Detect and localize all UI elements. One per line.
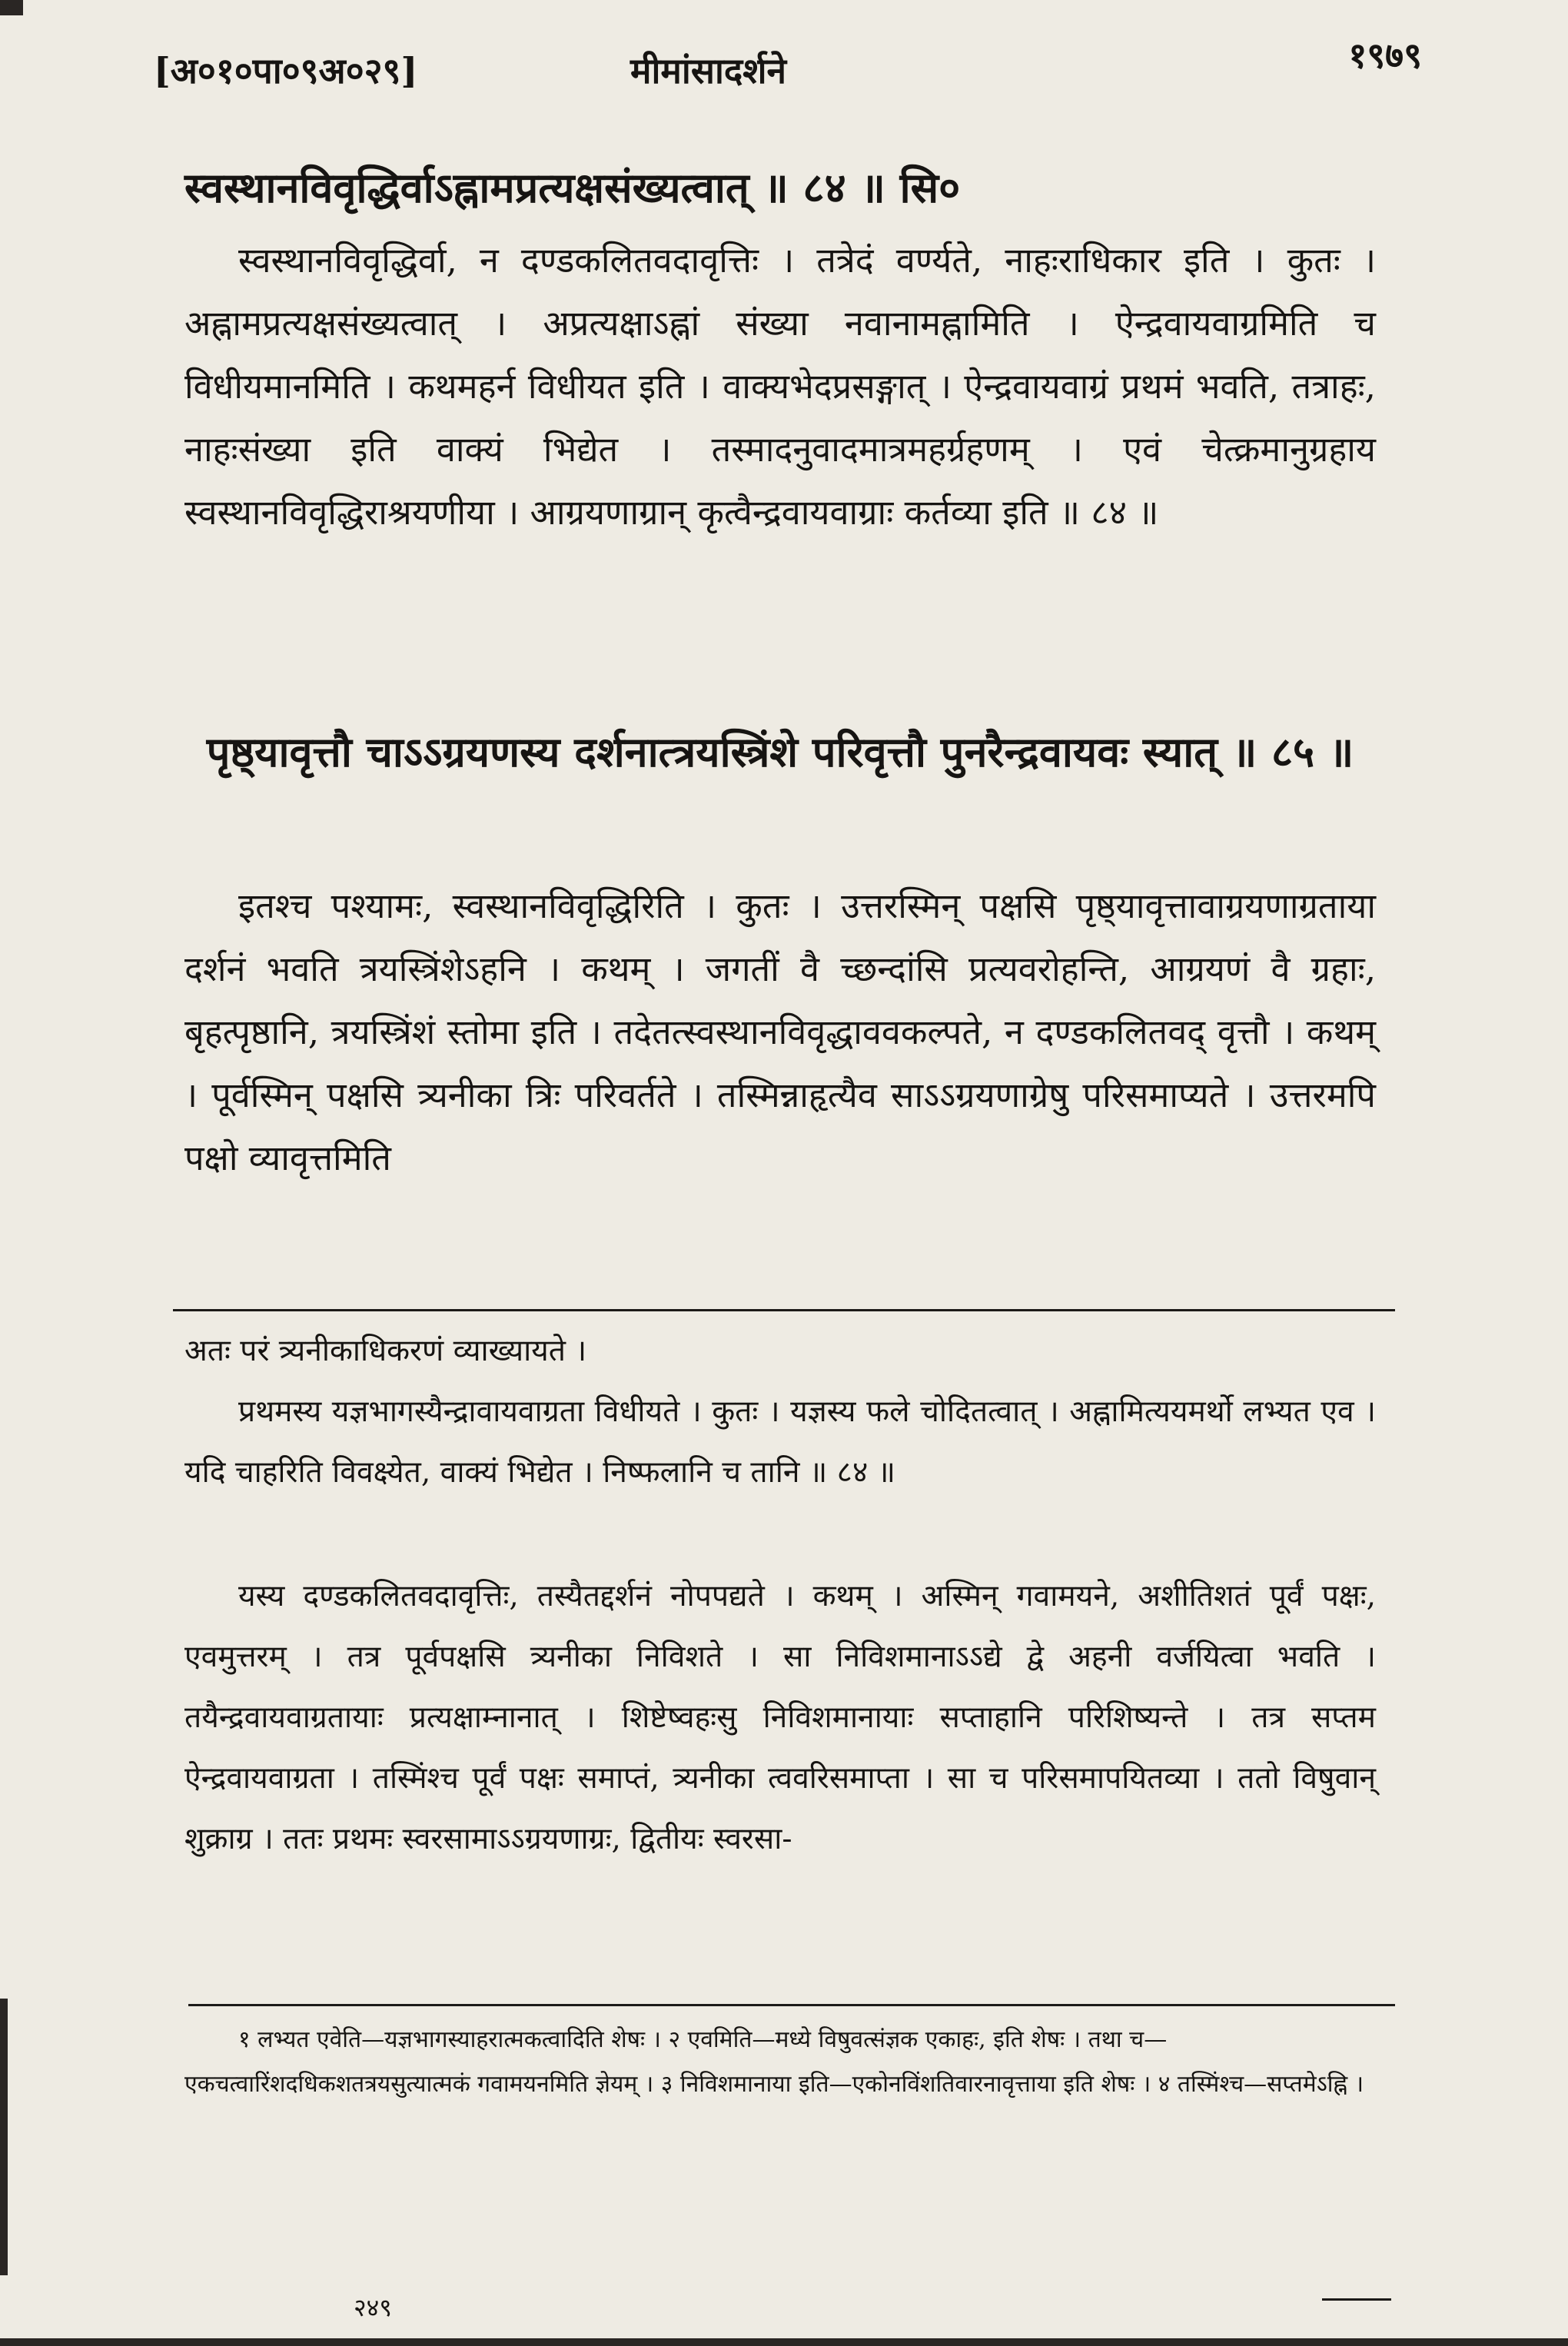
running-title: मीमांसादर्शने: [630, 50, 787, 91]
footnotes: १ लभ्यत एवेति—यज्ञभागस्याहरात्मकत्वादिति शेषः । २ एवमिति—मध्ये विषुवत्संज्ञक एकाहः, इति शेषः । तथा च—एकचत्वारिंशदधिकशतत्रयसुत्यात्मकं गवामयनमिति ज्ञेयम् । ३ निविशमानाया इति—एकोनविंशतिवारनावृत्ताया इति शेषः । ४ तस्मिंश्च—सप्तमेऽह्नि ।: [184, 2026, 1364, 2098]
commentary-heading: अतः परं त्र्यनीकाधिकरणं व्याख्यायते ।: [184, 1334, 587, 1368]
divider-rule: [173, 1309, 1395, 1311]
page-number: १९७९: [1348, 35, 1422, 76]
scan-edge-top: [0, 0, 23, 15]
scan-edge-left: [0, 1999, 8, 2275]
chapter-reference: [अ०१०पा०९अ०२९]: [154, 50, 418, 91]
sutra-84: स्वस्थानविवृद्धिर्वाऽह्नामप्रत्यक्षसंख्यत्वात् ॥ ८४ ॥ सि०: [184, 163, 961, 212]
footer-dash: [1322, 2298, 1391, 2301]
bhashya-85: इतश्च पश्यामः, स्वस्थानविवृद्धिरिति । कुतः । उत्तरस्मिन् पक्षसि पृष्ठ्यावृत्तावाग्रयणाग्रताया दर्शनं भवति त्रयस्त्रिंशेऽहनि । कथम् । जगतीं वै च्छन्दांसि प्रत्यवरोहन्ति, आग्रयणं वै ग्रहाः, बृहत्पृष्ठानि, त्रयस्त्रिंशं स्तोमा इति । तदेतत्स्वस्थानविवृद्धाववकल्पते, न दण्डकलितवद् वृत्तौ । कथम् । पूर्वस्मिन् पक्षसि त्र्यनीका त्रिः परिवर्तते । तस्मिन्नाहृत्यैव साऽऽग्रयणाग्रेषु परिसमाप्यते । उत्तरमपि पक्षो व्यावृत्तमिति: [184, 886, 1376, 1178]
commentary-84: प्रथमस्य यज्ञभागस्यैन्द्रावायवाग्रता विधीयते । कुतः । यज्ञस्य फले चोदितत्वात् । अह्नामित्ययमर्थो लभ्यत एव । यदि चाहरिति विवक्ष्येत, वाक्यं भिद्येत । निष्फलानि च तानि ॥ ८४ ॥: [184, 1394, 1376, 1490]
footer-page-number: २४९: [354, 2293, 392, 2322]
scan-edge-bottom: [0, 2338, 1568, 2346]
sutra-85: पृष्ठ्यावृत्तौ चाऽऽग्रयणस्य दर्शनात्त्रयस्त्रिंशे परिवृत्तौ पुनरैन्द्रवायवः स्यात् ॥ ८५ ॥: [206, 727, 1354, 776]
bhashya-84: स्वस्थानविवृद्धिर्वा, न दण्डकलितवदावृत्तिः । तत्रेदं वर्ण्यते, नाहःराधिकार इति । कुतः । अह्नामप्रत्यक्षसंख्यत्वात् । अप्रत्यक्षाऽह्नां संख्या नवानामह्नामिति । ऐन्द्रवायवाग्रमिति च विधीयमानमिति । कथमहर्न विधीयत इति । वाक्यभेदप्रसङ्गात् । ऐन्द्रवायवाग्रं प्रथमं भवति, तत्राहः, नाहःसंख्या इति वाक्यं भिद्येत । तस्मादनुवादमात्रमहर्ग्रहणम् । एवं चेत्क्रमानुग्रहाय स्वस्थानविवृद्धिराश्रयणीया । आग्रयणाग्रान् कृत्वैन्द्रवायवाग्राः कर्तव्या इति ॥ ८४ ॥: [184, 240, 1376, 533]
commentary-85: यस्य दण्डकलितवदावृत्तिः, तस्यैतद्दर्शनं नोपपद्यते । कथम् । अस्मिन् गवामयने, अशीतिशतं पूर्वं पक्षः, एवमुत्तरम् । तत्र पूर्वपक्षसि त्र्यनीका निविशते । सा निविशमानाऽऽद्ये द्वे अहनी वर्जयित्वा भवति । तयैन्द्रवायवाग्रतायाः प्रत्यक्षाम्नानात् । शिष्टेष्वहःसु निविशमानायाः सप्ताहानि परिशिष्यन्ते । तत्र सप्तम ऐन्द्रवायवाग्रता । तस्मिंश्च पूर्वं पक्षः समाप्तं, त्र्यनीका त्ववरिसमाप्ता । सा च परिसमापयितव्या । ततो विषुवान् शुक्राग्र । ततः प्रथमः स्वरसामाऽऽग्रयणाग्रः, द्वितीयः स्वरसा-: [184, 1579, 1376, 1856]
footnote-rule: [188, 2004, 1395, 2006]
page-header: [154, 31, 1422, 100]
